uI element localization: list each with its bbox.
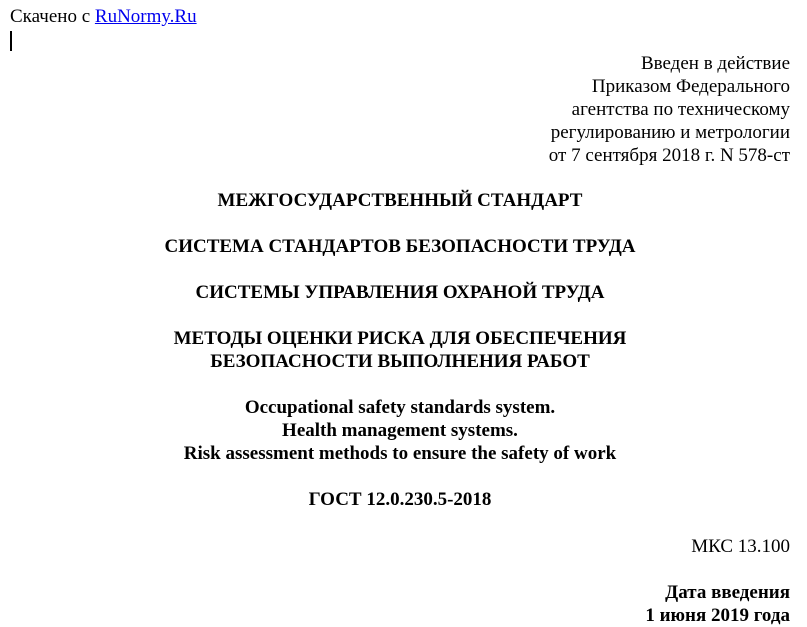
heading-text: МЕЖГОСУДАРСТВЕННЫЙ СТАНДАРТ [217,190,583,211]
intro-line: Приказом Федерального [591,76,790,97]
gost-number [0,488,800,511]
main-title [0,327,800,373]
introduction-date [645,581,790,627]
interstate-standard-heading [0,189,800,212]
intro-line: регулированию и метрологии [550,122,790,143]
date-line: Дата введения [665,582,790,603]
subsystem-heading [0,281,800,304]
english-line: Health management systems. [282,420,518,441]
date-line: 1 июня 2019 года [645,605,790,626]
mks-code: МКС 13.100 [691,536,790,557]
intro-line: агентства по техническому [571,99,790,120]
introduction-note [549,52,790,167]
source-prefix: Скачено с [10,6,95,27]
text-caret [10,31,12,51]
english-title [0,396,800,465]
source-link[interactable]: RuNormy.Ru [94,6,197,27]
source-line [10,6,197,28]
intro-line: Введен в действие [640,53,790,74]
heading-text: СИСТЕМА СТАНДАРТОВ БЕЗОПАСНОСТИ ТРУДА [164,236,636,257]
heading-text: СИСТЕМЫ УПРАВЛЕНИЯ ОХРАНОЙ ТРУДА [195,282,605,303]
title-line: МЕТОДЫ ОЦЕНКИ РИСКА ДЛЯ ОБЕСПЕЧЕНИЯ [173,328,627,349]
intro-line: от 7 сентября 2018 г. N 578-ст [548,145,790,166]
title-line: БЕЗОПАСНОСТИ ВЫПОЛНЕНИЯ РАБОТ [210,351,590,372]
english-line: Occupational safety standards system. [244,397,556,418]
english-line: Risk assessment methods to ensure the safety of work [183,443,617,464]
gost-text: ГОСТ 12.0.230.5-2018 [308,489,492,510]
system-heading [0,235,800,258]
